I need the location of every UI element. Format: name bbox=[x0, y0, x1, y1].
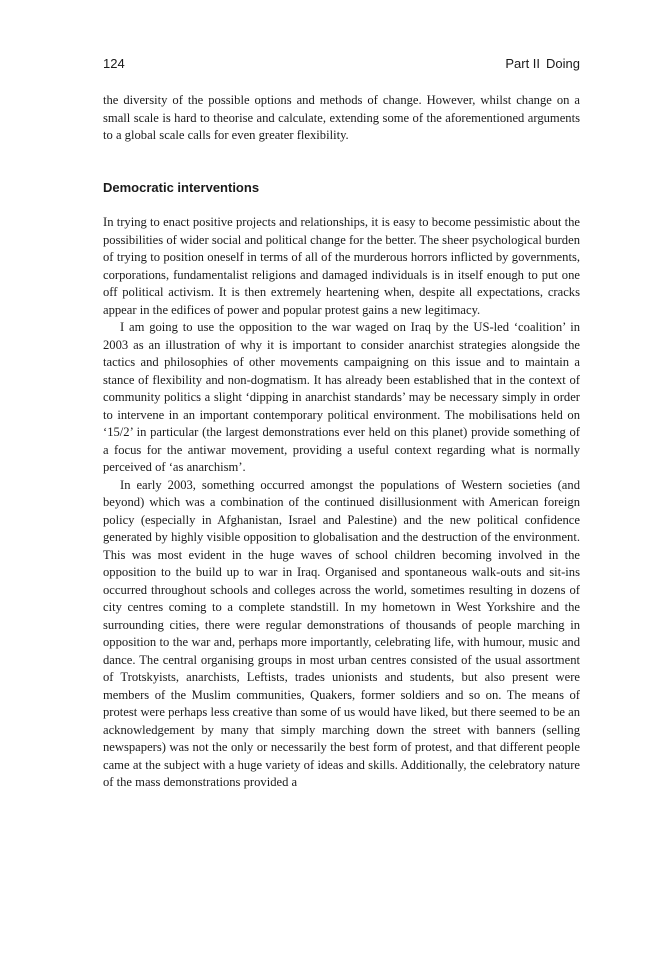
section-body bbox=[103, 214, 580, 792]
paragraph-3: In early 2003, something occurred amongst the populations of Western societies (and beyond) which was a combination of the continued disillusionment with American foreign policy (especially in Afghanistan, Israel and Palestine) and the new political confidence generated by highly visible opposition to globalisation and the destruction of the environment. This was most evident in the huge waves of school children becoming involved in the opposition to the build up to war in Iraq. Organised and spontaneous walk-outs and sit-ins occurred throughout schools and colleges across the world, sometimes resulting in dozens of city centres coming to a complete standstill. In my hometown in West Yorkshire and the surrounding cities, there were regular demonstrations of thousands of people marching in opposition to the war and, perhaps more importantly, celebrating life, with humour, music and dance. The central organising groups in most urban centres consisted of the usual assortment of Trotskyists, anarchists, Leftists, trades unionists and students, but also present were members of the Muslim communities, Quakers, former soldiers and so on. The means of protest were perhaps less creative than some of us would have liked, but there seemed to be an acknowledgement by many that simply marching down the street with banners (selling newspapers) was not the only or necessarily the best form of protest, and that different people came at the subject with a huge variety of ideas and skills. Additionally, the celebratory nature of the mass demonstrations provided a bbox=[103, 477, 580, 789]
paragraph-1: In trying to enact positive projects and relationships, it is easy to become pessimistic about the possibilities of wider social and political change for the better. The sheer psychological burden of trying to position oneself in terms of all of the murderous horrors inflicted by governments, corporations, fundamentalist religions and damaged individuals is in itself enough to put one off political activism. It is then extremely heartening when, despite all expectations, cracks appear in the edifices of power and popular protest gains a new legitimacy. bbox=[103, 215, 580, 317]
intro-paragraph: the diversity of the possible options and methods of change. However, whilst change on a small scale is hard to theorise and calculate, extending some of the aforementioned arguments to a global scale calls for even greater flexibility. bbox=[103, 93, 580, 142]
part-label: Part II bbox=[505, 56, 541, 71]
running-head bbox=[505, 56, 580, 71]
running-header bbox=[103, 56, 580, 76]
paragraph-2: I am going to use the opposition to the war waged on Iraq by the US-led ‘coalition’ in 2003 as an illustration of why it is important to consider anarchist strategies alongside the tactics and philosophies of other movements campaigning on this issue and to maintain a stance of flexibility and non-dogmatism. It has already been established that in the context of community politics a slight ‘dipping in anarchist standards’ may be necessary simply in order to intervene in an important contemporary political environment. The mobilisations held on ‘15/2’ in particular (the largest demonstrations ever held on this planet) provide something of a focus for the antiwar movement, providing a useful context regarding what is normally perceived of ‘as anarchism’. bbox=[103, 320, 580, 474]
part-title: Doing bbox=[546, 56, 580, 71]
page-number: 124 bbox=[103, 56, 125, 71]
section-heading: Democratic interventions bbox=[103, 180, 260, 195]
